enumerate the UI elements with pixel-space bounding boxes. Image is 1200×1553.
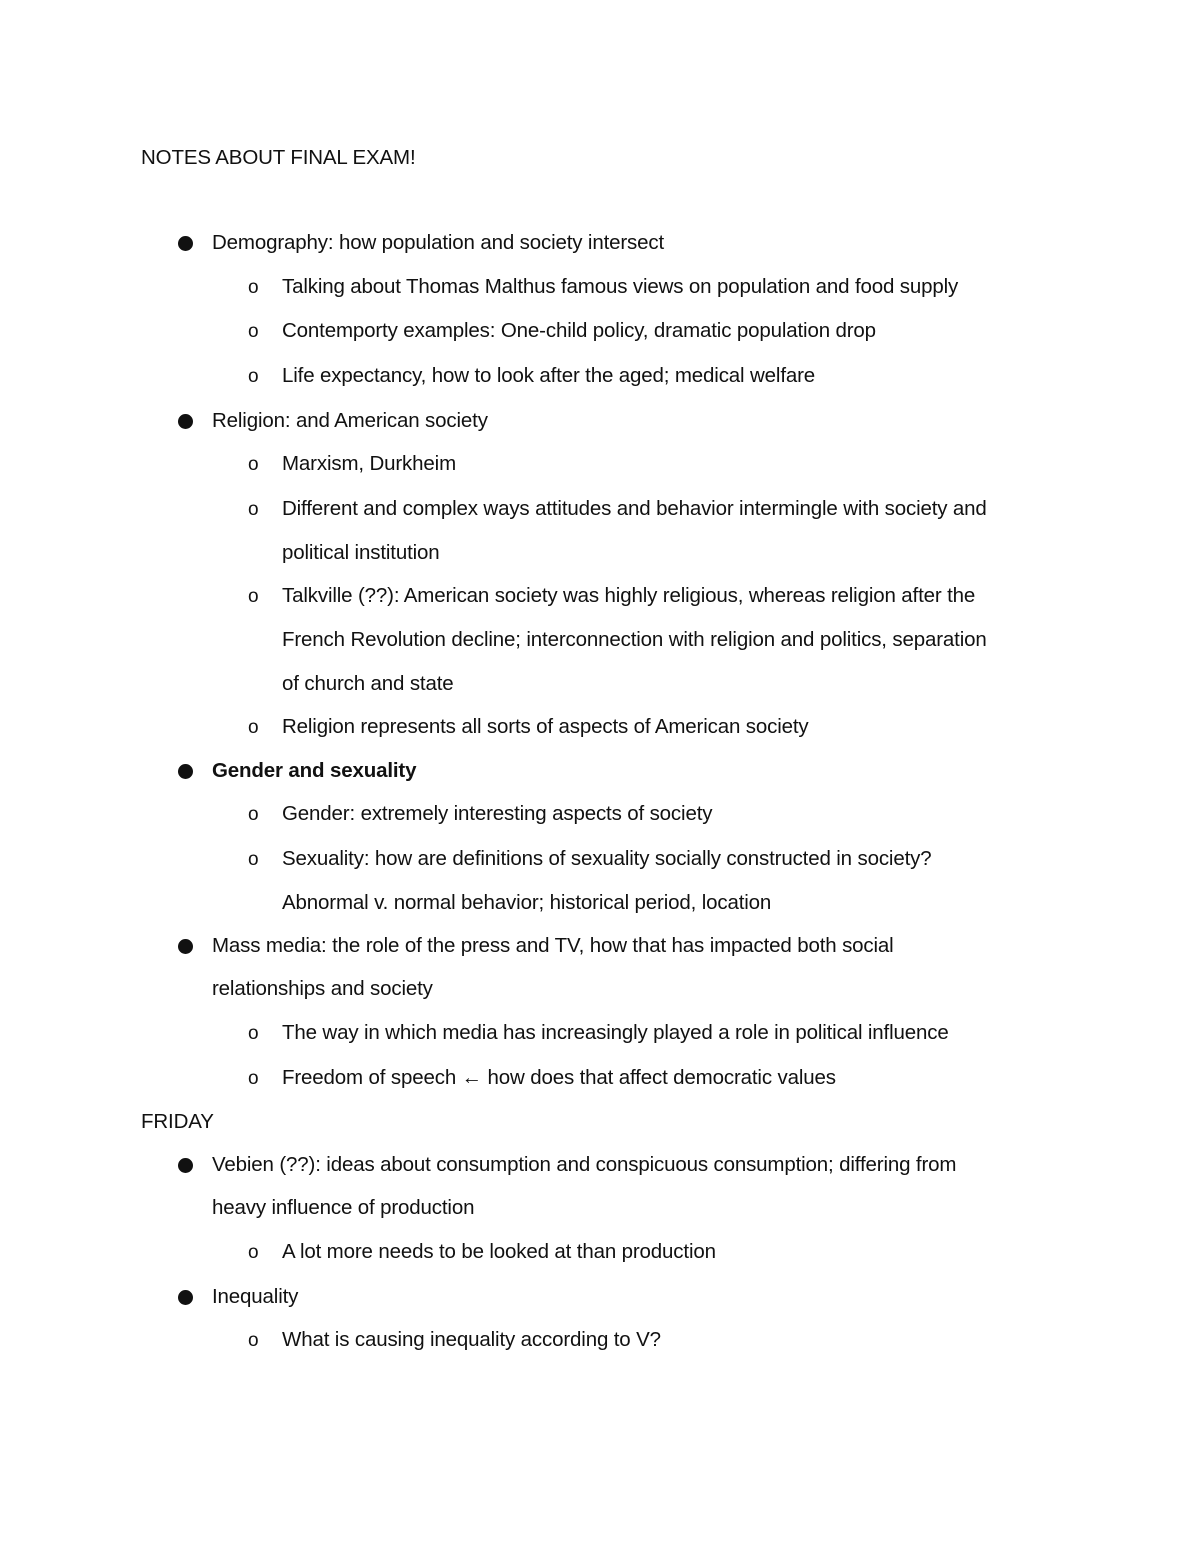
bullet-circle-icon: o	[248, 321, 259, 342]
sub-list-item: The way in which media has increasingly played a role in political influence	[282, 1021, 949, 1044]
bullet-dot-icon	[178, 939, 193, 954]
sub-list-item: Talkville (??): American society was highly religious, whereas religion after the	[282, 584, 976, 607]
bullet-dot-icon	[178, 236, 193, 251]
sub-list-item: Talking about Thomas Malthus famous views on population and food supply	[282, 275, 959, 298]
bullet-dot-icon	[178, 1290, 193, 1305]
list-item-vebien: Vebien (??): ideas about consumption and conspicuous consumption; differing from	[212, 1153, 957, 1176]
list-item-continuation: heavy influence of production	[212, 1196, 475, 1219]
list-item-demography: Demography: how population and society intersect	[212, 231, 665, 254]
bullet-circle-icon: o	[248, 1242, 259, 1263]
sub-list-item: Freedom of speech ← how does that affect democratic values	[282, 1066, 836, 1089]
section-heading-friday: FRIDAY	[141, 1110, 214, 1133]
bullet-dot-icon	[178, 1158, 193, 1173]
list-item-continuation: relationships and society	[212, 977, 433, 1000]
bullet-circle-icon: o	[248, 849, 259, 870]
sub-list-item: Religion represents all sorts of aspects of American society	[282, 715, 809, 738]
bullet-circle-icon: o	[248, 717, 259, 738]
bullet-circle-icon: o	[248, 586, 259, 607]
sub-list-item-continuation: Abnormal v. normal behavior; historical period, location	[282, 891, 772, 914]
sub-list-item: What is causing inequality according to V?	[282, 1328, 661, 1351]
bullet-circle-icon: o	[248, 499, 259, 520]
sub-list-item: Different and complex ways attitudes and behavior intermingle with society and	[282, 497, 987, 520]
bullet-circle-icon: o	[248, 454, 259, 475]
sub-list-item-continuation: political institution	[282, 541, 440, 564]
list-item-gender: Gender and sexuality	[212, 759, 417, 782]
list-item-religion: Religion: and American society	[212, 409, 488, 432]
sub-list-item: A lot more needs to be looked at than production	[282, 1240, 716, 1263]
bullet-circle-icon: o	[248, 1068, 259, 1089]
bullet-circle-icon: o	[248, 277, 259, 298]
list-item-inequality: Inequality	[212, 1285, 299, 1308]
page-title: NOTES ABOUT FINAL EXAM!	[141, 146, 416, 169]
sub-list-item-continuation: French Revolution decline; interconnection with religion and politics, separation	[282, 628, 987, 651]
bullet-circle-icon: o	[248, 1330, 259, 1351]
bullet-dot-icon	[178, 764, 193, 779]
bullet-circle-icon: o	[248, 804, 259, 825]
bullet-circle-icon: o	[248, 366, 259, 387]
sub-list-item: Gender: extremely interesting aspects of society	[282, 802, 713, 825]
sub-list-item: Contemporty examples: One-child policy, dramatic population drop	[282, 319, 876, 342]
sub-list-item: Life expectancy, how to look after the aged; medical welfare	[282, 364, 816, 387]
sub-list-item: Marxism, Durkheim	[282, 452, 456, 475]
sub-list-item-continuation: of church and state	[282, 672, 454, 695]
bullet-circle-icon: o	[248, 1023, 259, 1044]
bullet-dot-icon	[178, 414, 193, 429]
list-item-mass-media: Mass media: the role of the press and TV, how that has impacted both social	[212, 934, 894, 957]
sub-list-item: Sexuality: how are definitions of sexuality socially constructed in society?	[282, 847, 932, 870]
